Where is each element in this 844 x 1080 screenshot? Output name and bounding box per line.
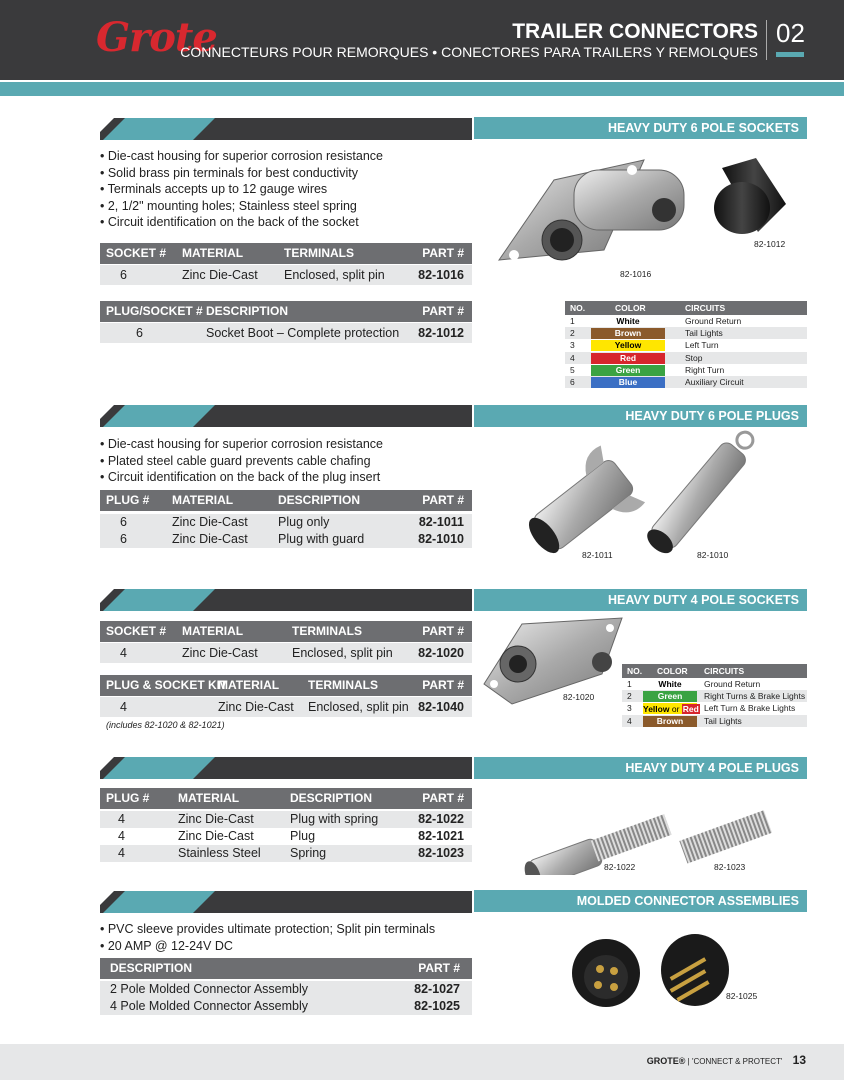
part-number: 82-1012 [418,326,464,340]
col-header: MATERIAL [172,493,234,507]
table-6pole-plugs [100,490,472,548]
section-title-6pole-plugs: HEAVY DUTY 6 POLE PLUGS [474,405,807,427]
cell: Zinc Die-Cast [182,646,258,660]
col-header: NO. [627,666,643,676]
table-row [100,643,472,663]
table-row [100,811,472,828]
part-number: 82-1027 [414,982,460,996]
part-number: 82-1016 [418,268,464,282]
section-title-molded: MOLDED CONNECTOR ASSEMBLIES [474,890,807,912]
circuit-name: Tail Lights [704,715,742,726]
col-header: PLUG/SOCKET # [106,304,203,318]
part-number: 82-1011 [418,515,464,529]
part-number: 82-1023 [418,846,464,860]
col-header: DESCRIPTION [290,791,373,805]
table-header [100,243,472,264]
cell: Enclosed, split pin [308,700,409,714]
circuit-name: Left Turn [685,340,719,351]
col-header: CIRCUITS [685,303,726,313]
feature-list-6pole-plugs [100,436,383,486]
circuit-row [565,376,807,388]
color-swatch: Brown [591,328,665,339]
col-header: COLOR [615,303,646,313]
col-header: PART # [418,961,460,975]
feature-item: • 2, 1/2" mounting holes; Stainless steel spring [100,198,357,213]
col-header: SOCKET # [106,246,167,260]
circuit-name: Right Turns & Brake Lights [704,691,806,702]
part-number: 82-1022 [418,812,464,826]
col-header: PART # [422,678,464,692]
part-label: 82-1022 [604,862,636,872]
col-header: SOCKET # [106,624,167,638]
col-header: DESCRIPTION [278,493,361,507]
feature-list-6pole-sockets [100,148,383,231]
circuit-row [622,690,807,702]
table-row [100,981,472,998]
color-swatch: White [643,679,697,690]
cell: Enclosed, split pin [292,646,393,660]
table-row [100,265,472,285]
color-or: or [671,704,680,715]
circuit-row [565,339,807,351]
feature-list-molded [100,921,435,954]
table-row [100,697,472,717]
table-row [100,828,472,845]
col-header: TERMINALS [292,624,362,638]
cell: 4 [118,846,125,860]
cell: 4 [118,829,125,843]
table-header [100,788,472,809]
cell: 4 [120,700,127,714]
cell: Zinc Die-Cast [178,812,254,826]
col-header: PART # [422,304,464,318]
table-4pole-kit [100,675,472,717]
part-number: 82-1040 [418,700,464,714]
section-title-4pole-sockets: HEAVY DUTY 4 POLE SOCKETS [474,589,807,611]
circuit-row [565,352,807,364]
circuit-row [565,315,807,327]
circuit-color-table-4pole [622,664,807,727]
table-molded [100,958,472,1015]
footer-separator: | [687,1057,690,1066]
col-header: MATERIAL [178,791,240,805]
part-number: 82-1021 [418,829,464,843]
col-header: PLUG # [106,493,150,507]
table-header [565,301,807,315]
kit-note: (includes 82-1020 & 82-1021) [106,720,225,730]
cell: 4 [120,646,127,660]
footer-brand: GROTE® [646,1056,686,1066]
cell: 4 Pole Molded Connector Assembly [110,999,309,1013]
col-header: NO. [570,303,586,313]
chapter-number: 02 [776,18,805,48]
circuit-row [565,364,807,376]
col-header: PLUG & SOCKET KIT [106,678,228,692]
part-label: 82-1011 [582,550,613,560]
page-number: 13 [792,1053,806,1067]
molded-connector-image [560,925,740,1020]
cell: Zinc Die-Cast [172,532,248,546]
circuit-number: 4 [570,352,575,363]
feature-item: • Die-cast housing for superior corrosion resistance [100,437,383,451]
circuit-name: Left Turn & Brake Lights [704,703,796,714]
cell: Plug only [278,515,330,529]
grote-logo: Grote [96,14,217,61]
footer-text [647,1053,806,1067]
section-title-4pole-plugs: HEAVY DUTY 4 POLE PLUGS [474,757,807,779]
col-header: MATERIAL [182,624,244,638]
header-strip [0,82,844,96]
table-socket-boot [100,301,472,343]
circuit-number: 2 [627,691,632,702]
section-bar-6pole-plugs [100,405,472,427]
feature-item: • Terminals accepts up to 12 gauge wires [100,182,328,196]
cell: Stainless Steel [178,846,261,860]
col-header: PLUG # [106,791,150,805]
color-swatch: Blue [591,377,665,388]
circuit-number: 3 [570,340,575,351]
section-title-6pole-sockets: HEAVY DUTY 6 POLE SOCKETS [474,117,807,139]
col-header: PART # [422,791,464,805]
part-label: 82-1020 [563,692,595,702]
table-row [100,514,472,531]
col-header: MATERIAL [218,678,280,692]
cell: Enclosed, split pin [284,268,385,282]
cell: 2 Pole Molded Connector Assembly [110,982,309,996]
feature-item: • Circuit identification on the back of the plug insert [100,470,381,484]
col-header: COLOR [657,666,688,676]
color-swatch: Yellow [591,340,665,351]
page-footer [0,1044,844,1080]
part-label: 82-1010 [697,550,729,560]
table-header [100,675,472,696]
col-header: DESCRIPTION [110,961,193,975]
feature-item: • Solid brass pin terminals for best conductivity [100,165,358,180]
section-bar-molded [100,891,472,913]
part-label: 82-1016 [620,269,652,279]
circuit-number: 4 [627,715,632,726]
cell: Zinc Die-Cast [218,700,294,714]
cell: Spring [290,846,327,860]
col-header: CIRCUITS [704,666,745,676]
cell: Plug with guard [278,532,365,546]
circuit-name: Right Turn [685,364,725,375]
table-row [100,998,472,1015]
feature-item: • Circuit identification on the back of the socket [100,215,359,229]
cell: Socket Boot – Complete protection [206,326,400,340]
table-row [100,531,472,548]
cell: 4 [118,812,125,826]
color-name: Red [682,704,699,715]
part-number: 82-1025 [414,999,460,1013]
color-swatch: Red [591,353,665,364]
circuit-name: Ground Return [704,679,761,689]
circuit-name: Stop [685,352,703,363]
col-header: PART # [422,493,464,507]
table-header [100,490,472,511]
table-header [100,958,472,979]
cell: 6 [120,532,127,546]
feature-item: • Die-cast housing for superior corrosion resistance [100,149,383,163]
page-subtitle: CONNECTEURS POUR REMORQUES • CONECTORES PARA TRAILERS Y REMOLQUES [180,44,758,60]
part-number: 82-1020 [418,646,464,660]
circuit-number: 3 [627,703,632,714]
feature-item: • PVC sleeve provides ultimate protection; Split pin terminals [100,922,436,936]
plug-6pole-image [515,430,775,560]
color-swatch: Brown [643,716,697,727]
table-6pole-sockets [100,243,472,285]
circuit-color-table-6pole [565,301,807,388]
cell: Zinc Die-Cast [172,515,248,529]
col-header: PART # [422,624,464,638]
cell: 6 [120,268,127,282]
col-header: TERMINALS [308,678,378,692]
circuit-number: 2 [570,328,575,339]
table-row [100,845,472,862]
circuit-name: Auxiliary Circuit [685,376,744,387]
color-swatch: Green [643,691,697,702]
col-header: MATERIAL [182,246,244,260]
chapter-underline [776,52,804,57]
circuit-name: Tail Lights [685,328,723,339]
cell: Plug with spring [290,812,379,826]
color-swatch: White [591,316,665,327]
circuit-number: 6 [570,376,575,387]
circuit-row [622,678,807,690]
section-bar-4pole-plugs [100,757,472,779]
feature-item: • Plated steel cable guard prevents cable chafing [100,453,371,468]
part-label: 82-1012 [754,239,786,249]
section-bar-4pole-sockets [100,589,472,611]
table-4pole-plugs [100,788,472,862]
socket-4pole-image [482,614,632,706]
circuit-row [622,702,807,714]
circuit-number: 1 [570,316,575,326]
section-bar-6pole-sockets [100,118,472,140]
color-swatch [643,703,697,714]
cell: 6 [136,326,143,340]
circuit-name: Ground Return [685,316,742,326]
table-4pole-sockets [100,621,472,663]
cell: Plug [290,829,316,843]
feature-item: • 20 AMP @ 12-24V DC [100,938,233,953]
table-header [622,664,807,678]
circuit-row [565,327,807,339]
footer-tagline: 'CONNECT & PROTECT' [691,1057,783,1066]
circuit-row [622,715,807,727]
table-header [100,621,472,642]
cell: Zinc Die-Cast [182,268,258,282]
col-header: PART # [422,246,464,260]
circuit-number: 5 [570,364,575,375]
part-label: 82-1023 [714,862,746,872]
circuit-number: 1 [627,679,632,689]
table-row [100,323,472,343]
cell: 6 [120,515,127,529]
header-divider [766,20,767,60]
col-header: DESCRIPTION [206,304,289,318]
page-title: TRAILER CONNECTORS [512,20,758,43]
page-header [0,0,844,80]
part-label: 82-1025 [726,991,758,1001]
cell: Zinc Die-Cast [178,829,254,843]
color-swatch: Green [591,365,665,376]
part-number: 82-1010 [418,532,464,546]
table-header [100,301,472,322]
col-header: TERMINALS [284,246,354,260]
color-name: Yellow [643,704,670,715]
